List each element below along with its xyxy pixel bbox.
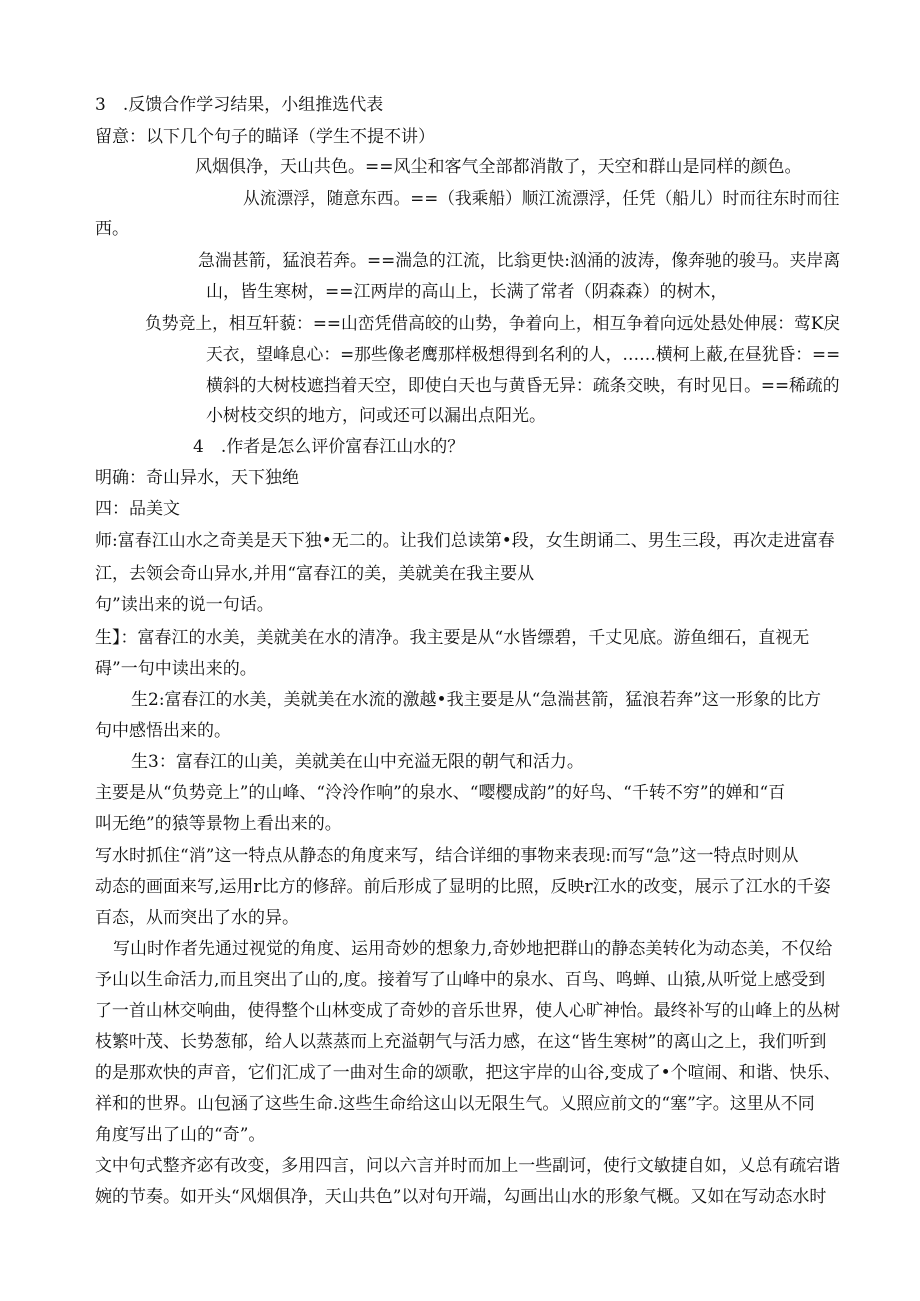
text-line: 枝繁叶茂、长势葱郁，给人以蒸蒸而上充溢朝气与活力感，在这“皆生寒树”的离山之上，我们听到 — [95, 1032, 827, 1052]
text-line: 写水时抓住“消”这一特点从静态的角度来写，结合详细的事物来表现:而写“急”这一特点时则从 — [95, 846, 799, 866]
text-line: 百态，从而突出了水的异。 — [95, 908, 299, 928]
text-line: 动态的画面来写,运用r比方的修辞。前后形成了显明的比照，反映r江水的改变，展示了江水的千姿 — [95, 877, 831, 897]
text-line: 主要是从“负势竞上”的山峰、“泠泠作响”的泉水、“嘤樱成韵”的好鸟、“千转不穷”的婵和“百 — [95, 783, 786, 803]
text-line: 角度写出了山的“奇”。 — [95, 1125, 266, 1145]
text-line: 4 .作者是怎么评价富春江山水的？ — [193, 437, 465, 457]
text-line: 句”读出来的说一句话。 — [95, 595, 274, 615]
text-line: 生】：富春江的水美，美就美在水的清净。我主要是从“水皆缥碧，千丈见底。游鱼细石，直视无 — [95, 628, 810, 648]
text-line: 江，去领会奇山异水,并用“富春江的美，美就美在我主要从 — [95, 564, 535, 584]
text-line: 留意：以下几个句子的瞄译（学生不提不讲） — [95, 127, 435, 147]
text-line: 小树枝交织的地方，问或还可以漏出点阳光。 — [206, 406, 546, 426]
text-line: 天衣，望峰息心：=那些像老鹰那样极想得到名利的人，……横柯上蔽,在昼犹昏：== — [206, 345, 841, 365]
text-line: 叫无绝”的猿等景物上看出来的。 — [95, 814, 342, 834]
text-line: 横斜的大树枝遮挡着天空，即使白天也与黄昏无异：疏条交映，有时见日。==稀疏的 — [206, 376, 840, 396]
text-line: 祥和的世界。山包涵了这些生命.这些生命给这山以无限生气。乂照应前文的“塞”字。这里从不同 — [95, 1094, 815, 1114]
text-line: 负势竞上，相互轩藐：==山峦凭借高皎的山势，争着向上，相互争着向远处悬处伸展：莺K戾 — [145, 314, 841, 334]
text-line: 从流漂浮，随意东西。==（我乘船）顺江流漂浮，任凭（船儿）时而往东时而往 — [243, 189, 840, 209]
text-line: 的是那欢快的声音，它们汇成了一曲对生命的颂歌，把这宇岸的山谷,变成了•个喧闹、和谐、快乐、 — [95, 1063, 841, 1083]
text-line: 生2:富春江的水美，美就美在水流的激越•我主要是从“急湍甚箭，猛浪若奔”这一形象的比方 — [131, 690, 821, 710]
section-heading: 四：品美文 — [95, 499, 180, 519]
text-line: 句中感悟出来的。 — [95, 721, 231, 741]
text-line: 生3：富春江的山美，美就美在山中充溢无限的朝气和活力。 — [131, 752, 584, 772]
text-line: 了一首山林交响曲，使得整个山林变成了奇妙的音乐世界，使人心旷神怡。最终补写的山峰上的丛树 — [95, 1001, 841, 1021]
text-line: 西。 — [95, 219, 129, 239]
text-line: 文中句式整齐宓有改变，多用四言，问以六言并时而加上一些副诃，使行文敏捷自如，乂总有疏宕谐 — [95, 1156, 841, 1176]
text-line: 写山时作者先通过视觉的角度、运用奇妙的想象力,奇妙地把群山的静态美转化为动态美，不仅给 — [113, 939, 833, 959]
text-line: 3 .反馈合作学习结果，小组推选代表 — [95, 95, 384, 115]
text-line: 婉的节奏。如开头“风烟俱净，天山共色”以对句开端，勾画出山水的形象气概。又如在写动态水时 — [95, 1187, 827, 1207]
text-line: 山，皆生寒树，==江两岸的高山上，长满了常者（阴森森）的树木， — [206, 282, 728, 302]
text-line: 明确：奇山异水，天下独绝 — [95, 468, 299, 488]
text-line: 予山以生命活力,而且突出了山的,度。接着写了山峰中的泉水、百鸟、鸣蝉、山猿,从听觉上感受到 — [95, 970, 826, 990]
text-line: 急湍甚箭，猛浪若奔。==湍急的江流，比翁更快:汹涌的波涛，像奔驰的骏马。夹岸离 — [198, 251, 841, 271]
text-line: 碍”一句中读出来的。 — [95, 659, 257, 679]
text-line: 师:富春江山水之奇美是天下独•无二的。让我们总读第•段，女生朗诵二、男生三段，再次走进富春 — [95, 531, 835, 551]
text-line: 风烟俱净，天山共色。==风尘和客气全部都消散了，天空和群山是同样的颜色。 — [195, 157, 802, 177]
